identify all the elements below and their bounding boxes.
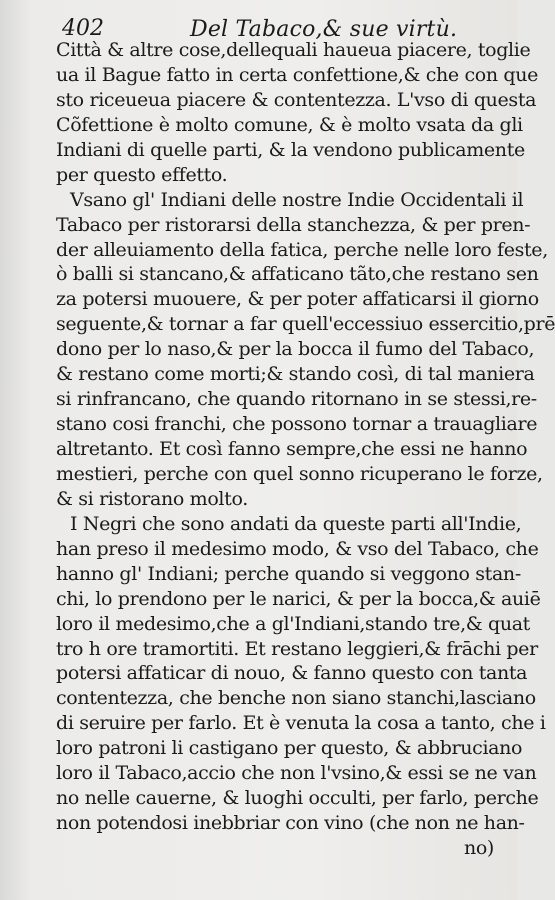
text-line-last: no) xyxy=(463,837,494,859)
text-line: dono per lo naso,& per la bocca il fumo del Tabaco, xyxy=(56,338,535,361)
text-line: seguente,& tornar a far quell'eccessiuo essercitio,prē xyxy=(56,313,555,336)
text-line: ò balli si stancano,& affaticano tãto,che restano sen xyxy=(56,263,539,286)
text-line: loro il Tabaco,accio che non l'vsino,& essi se ne van xyxy=(56,762,537,785)
text-line: altretanto. Et così fanno sempre,che essi ne hanno xyxy=(56,438,528,460)
text-line: chi, lo prendono per le narici, & per la bocca,& auiē xyxy=(56,587,541,610)
text-line: potersi affaticar di nouo, & fanno questo con tanta xyxy=(56,662,528,685)
page-header xyxy=(40,8,487,42)
text-line: han preso il medesimo modo, & vso del Tabaco, che xyxy=(56,537,539,560)
text-line: ua il Bague fatto in certa confettione,& che con que xyxy=(56,63,539,86)
text-line: Città & altre cose,dellequali haueua piacere, toglie xyxy=(56,39,531,61)
text-line: no nelle cauerne, & luoghi occulti, per farlo, perche xyxy=(56,787,539,810)
running-head: Del Tabaco,& sue virtù. xyxy=(190,17,458,42)
text-line: si rinfrancano, che quando ritornano in se stessi,re- xyxy=(56,388,537,411)
text-line: & si ristorano molto. xyxy=(56,487,248,510)
text-line: der alleuiamento della fatica, perche nelle loro feste, xyxy=(56,238,548,261)
paragraph-start-line: I Negri che sono andati da queste parti all'Indie, xyxy=(70,512,522,535)
page-number: 402 xyxy=(62,16,104,41)
text-line: non potendosi inebbriar con vino (che non ne han- xyxy=(56,812,525,835)
text-line: per questo effetto. xyxy=(56,163,228,186)
text-line: tro h ore tramortiti. Et restano leggieri,& frāchi per xyxy=(56,637,538,660)
text-line: contentezza, che benche non siano stanchi,lasciano xyxy=(56,687,536,710)
body-text xyxy=(56,38,555,861)
text-line: loro il medesimo,che a gl'Indiani,stando tre,& quat xyxy=(56,612,530,635)
text-line: sto riceueua piacere & contentezza. L'vso di questa xyxy=(56,88,537,111)
text-line: stano cosi franchi, che possono tornar a trauagliare xyxy=(56,413,538,436)
text-line: mestieri, perche con quel sonno ricuperano le forze, xyxy=(56,462,543,485)
text-line: loro patroni li castigano per questo, & abbruciano xyxy=(56,737,523,760)
text-line: di seruire per farlo. Et è venuta la cosa a tanto, che i xyxy=(56,712,546,735)
text-line: Cõfettione è molto comune, & è molto vsata da gli xyxy=(56,113,523,136)
text-line: Indiani di quelle parti, & la vendono publicamente xyxy=(56,138,525,161)
text-line: Tabaco per ristorarsi della stanchezza, & per pren- xyxy=(56,213,531,236)
paragraph-start-line: Vsano gl' Indiani delle nostre Indie Occidentali il xyxy=(70,188,524,211)
text-line: za potersi muouere, & per poter affaticarsi il giorno xyxy=(56,288,539,311)
text-line: & restano come morti;& stando così, di tal maniera xyxy=(56,363,535,386)
text-line: hanno gl' Indiani; perche quando si veggono stan- xyxy=(56,562,521,585)
